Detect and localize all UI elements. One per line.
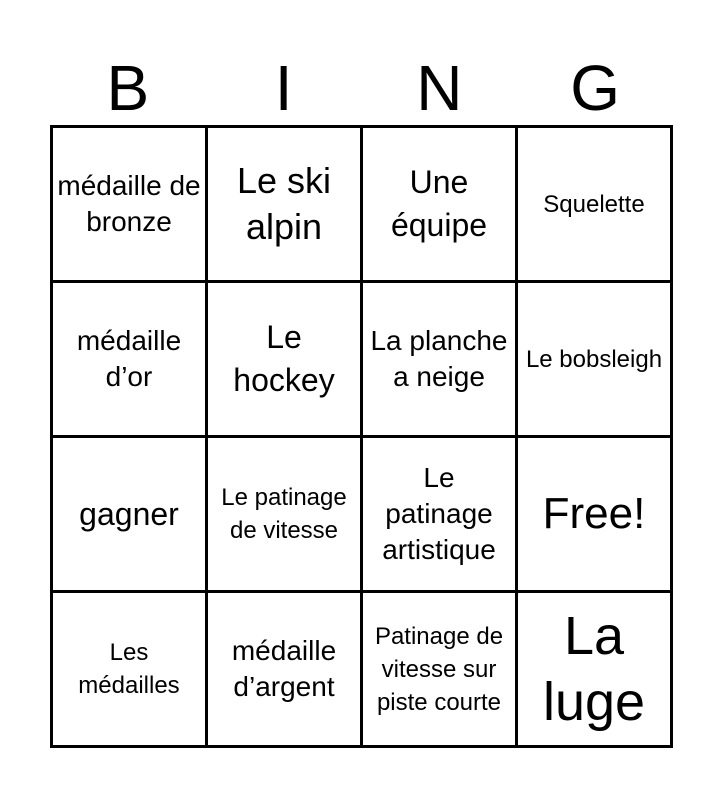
cell-label: Le ski alpin: [236, 160, 332, 247]
cell-label: La planche a neige: [370, 325, 508, 392]
bingo-cell[interactable]: [208, 283, 360, 435]
bingo-header: [50, 52, 673, 124]
cell-label: Patinage de vitesse sur piste courte: [374, 622, 504, 716]
bingo-cell[interactable]: [208, 128, 360, 280]
bingo-cell[interactable]: [363, 283, 515, 435]
header-letter-n: N: [416, 52, 463, 124]
bingo-cell[interactable]: [518, 283, 670, 435]
bingo-cell[interactable]: [518, 593, 670, 745]
bingo-cell[interactable]: [53, 593, 205, 745]
header-letter-i: I: [274, 52, 293, 124]
cell-label: médaille d’argent: [231, 635, 337, 702]
bingo-cell[interactable]: [53, 283, 205, 435]
cell-label: gagner: [79, 495, 179, 532]
bingo-cell[interactable]: [208, 438, 360, 590]
cell-label: Une équipe: [390, 164, 488, 243]
cell-label: Le bobsleigh: [525, 345, 663, 373]
cell-label: Le hockey: [233, 319, 335, 398]
header-letter-b: B: [106, 52, 150, 124]
bingo-cell[interactable]: [363, 593, 515, 745]
bingo-cell[interactable]: [363, 128, 515, 280]
cell-label: médaille de bronze: [57, 170, 201, 237]
cell-label: Les médailles: [78, 639, 180, 699]
bingo-grid: [50, 125, 673, 748]
header-letter-g: G: [570, 52, 621, 124]
free-space-label: Free!: [542, 489, 646, 538]
bingo-cell-free[interactable]: [518, 438, 670, 590]
cell-label: La luge: [542, 606, 646, 732]
cell-label: Le patinage de vitesse: [221, 484, 347, 544]
cell-label: Squelette: [543, 190, 645, 218]
bingo-cell[interactable]: [518, 128, 670, 280]
bingo-cell[interactable]: [208, 593, 360, 745]
cell-label: médaille d’or: [76, 325, 182, 392]
bingo-cell[interactable]: [363, 438, 515, 590]
cell-label: Le patinage artistique: [382, 462, 496, 565]
bingo-cell[interactable]: [53, 438, 205, 590]
bingo-cell[interactable]: [53, 128, 205, 280]
